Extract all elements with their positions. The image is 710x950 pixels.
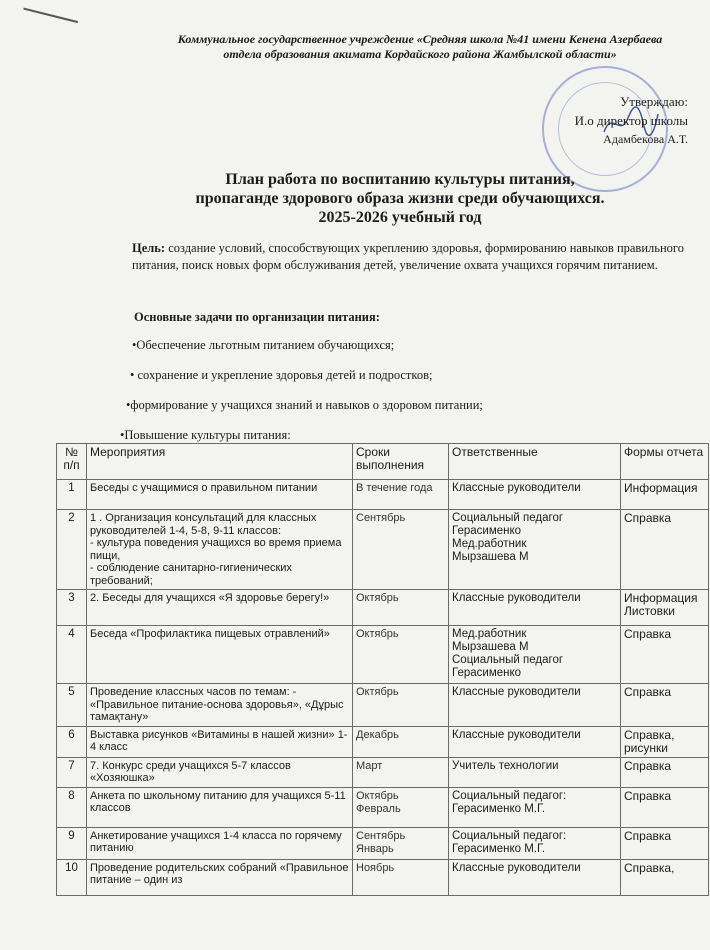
- table-row: [57, 726, 709, 757]
- goal-label: Цель:: [132, 241, 166, 255]
- row-event-cell: Проведение родительских собраний «Правильное питание – один из: [87, 859, 353, 895]
- row-responsible-cell: Мед.работник Мырзашева М Социальный педагог Герасименко: [449, 626, 621, 684]
- column-header-dates: Сроки выполнения: [353, 444, 449, 480]
- row-number-cell: 9: [57, 827, 87, 859]
- row-date-cell: Октябрь: [353, 626, 449, 684]
- row-number-cell: 6: [57, 726, 87, 757]
- row-responsible-cell: Классные руководители: [449, 684, 621, 727]
- row-event-cell: Беседы с учащимися о правильном питании: [87, 480, 353, 510]
- table-row: [57, 626, 709, 684]
- row-event-cell: Беседа «Профилактика пищевых отравлений»: [87, 626, 353, 684]
- row-report-form-cell: Информация Листовки: [621, 590, 709, 626]
- row-event-cell: 1 . Организация консультаций для классных руководителей 1-4, 5-8, 9-11 классов: - культура поведения учащихся во время приема пищи, - соблюдение санитарно-гигиенических требований;: [87, 510, 353, 590]
- row-responsible-cell: Классные руководители: [449, 480, 621, 510]
- document-title: [150, 170, 650, 227]
- row-responsible-cell: Социальный педагог: Герасименко М.Г.: [449, 827, 621, 859]
- row-date-cell: Октябрь: [353, 684, 449, 727]
- column-header-event: Мероприятия: [87, 444, 353, 480]
- row-responsible-cell: Классные руководители: [449, 726, 621, 757]
- row-event-cell: Анкета по школьному питанию для учащихся 5-11 классов: [87, 787, 353, 827]
- row-report-form-cell: Справка: [621, 510, 709, 590]
- row-event-cell: Проведение классных часов по темам: - «Правильное питание-основа здоровья», «Дұрыс тамақтану»: [87, 684, 353, 727]
- table-row: [57, 787, 709, 827]
- row-responsible-cell: Классные руководители: [449, 590, 621, 626]
- table-row: [57, 510, 709, 590]
- table-row: [57, 590, 709, 626]
- plan-table: [56, 443, 709, 896]
- column-header-responsible: Ответственные: [449, 444, 621, 480]
- title-line-1: План работа по воспитанию культуры питания,: [225, 171, 575, 188]
- row-event-cell: 7. Конкурс среди учащихся 5-7 классов «Хозяюшка»: [87, 757, 353, 787]
- approval-signatory: Адамбекова А.Т.: [603, 132, 688, 146]
- org-line-2: отдела образования акимата Кордайского района Жамбылской области»: [223, 47, 617, 61]
- row-date-cell: Октябрь Февраль: [353, 787, 449, 827]
- title-line-2: пропаганде здорового образа жизни среди обучающихся.: [195, 190, 605, 207]
- row-number-cell: 10: [57, 859, 87, 895]
- row-responsible-cell: Учитель технологии: [449, 757, 621, 787]
- title-line-3: 2025-2026 учебный год: [318, 209, 482, 226]
- goal-text: создание условий, способствующих укреплению здоровья, формированию навыков правильного питания, поиск новых форм обслуживания детей, увеличение охвата учащихся горячим питанием.: [132, 241, 684, 272]
- table-row: [57, 480, 709, 510]
- task-item: •формирование у учащихся знаний и навыков о здоровом питании;: [126, 398, 483, 412]
- task-item: •Обеспечение льготным питанием обучающихся;: [132, 338, 395, 352]
- row-report-form-cell: Справка: [621, 787, 709, 827]
- row-number-cell: 3: [57, 590, 87, 626]
- task-item: •Повышение культуры питания:: [120, 428, 291, 442]
- approval-line-2: И.о директор школы: [574, 113, 688, 128]
- column-header-report-form: Формы отчета: [621, 444, 709, 480]
- row-number-cell: 1: [57, 480, 87, 510]
- row-event-cell: 2. Беседы для учащихся «Я здоровье берегу!»: [87, 590, 353, 626]
- row-event-cell: Выставка рисунков «Витамины в нашей жизни» 1-4 класс: [87, 726, 353, 757]
- row-responsible-cell: Социальный педагог Герасименко Мед.работник Мырзашева М: [449, 510, 621, 590]
- table-body: [57, 480, 709, 896]
- table-header-row: [57, 444, 709, 480]
- row-date-cell: Декабрь: [353, 726, 449, 757]
- row-date-cell: В течение года: [353, 480, 449, 510]
- row-number-cell: 2: [57, 510, 87, 590]
- row-number-cell: 7: [57, 757, 87, 787]
- row-date-cell: Март: [353, 757, 449, 787]
- tasks-heading: Основные задачи по организации питания:: [134, 310, 380, 324]
- row-date-cell: Октябрь: [353, 590, 449, 626]
- table-row: [57, 757, 709, 787]
- row-report-form-cell: Справка: [621, 757, 709, 787]
- row-report-form-cell: Справка: [621, 626, 709, 684]
- row-date-cell: Сентябрь Январь: [353, 827, 449, 859]
- row-responsible-cell: Классные руководители: [449, 859, 621, 895]
- scan-margin-mark: [18, 8, 78, 45]
- approval-line-1: Утверждаю:: [620, 94, 688, 109]
- row-report-form-cell: Информация: [621, 480, 709, 510]
- row-event-cell: Анкетирование учащихся 1-4 класса по горячему питанию: [87, 827, 353, 859]
- table-row: [57, 684, 709, 727]
- row-number-cell: 8: [57, 787, 87, 827]
- row-report-form-cell: Справка, рисунки: [621, 726, 709, 757]
- table-row: [57, 859, 709, 895]
- goal-paragraph: [132, 240, 692, 273]
- row-report-form-cell: Справка,: [621, 859, 709, 895]
- row-date-cell: Ноябрь: [353, 859, 449, 895]
- row-responsible-cell: Социальный педагог: Герасименко М.Г.: [449, 787, 621, 827]
- row-date-cell: Сентябрь: [353, 510, 449, 590]
- row-report-form-cell: Справка: [621, 827, 709, 859]
- table-row: [57, 827, 709, 859]
- column-header-number: № п/п: [57, 444, 87, 480]
- row-report-form-cell: Справка: [621, 684, 709, 727]
- organization-header: [140, 32, 700, 62]
- row-number-cell: 4: [57, 626, 87, 684]
- row-number-cell: 5: [57, 684, 87, 727]
- task-item: • сохранение и укрепление здоровья детей и подростков;: [130, 368, 433, 382]
- approval-block: [575, 92, 688, 149]
- org-line-1: Коммунальное государственное учреждение «Средняя школа №41 имени Кенена Азербаева: [177, 32, 663, 46]
